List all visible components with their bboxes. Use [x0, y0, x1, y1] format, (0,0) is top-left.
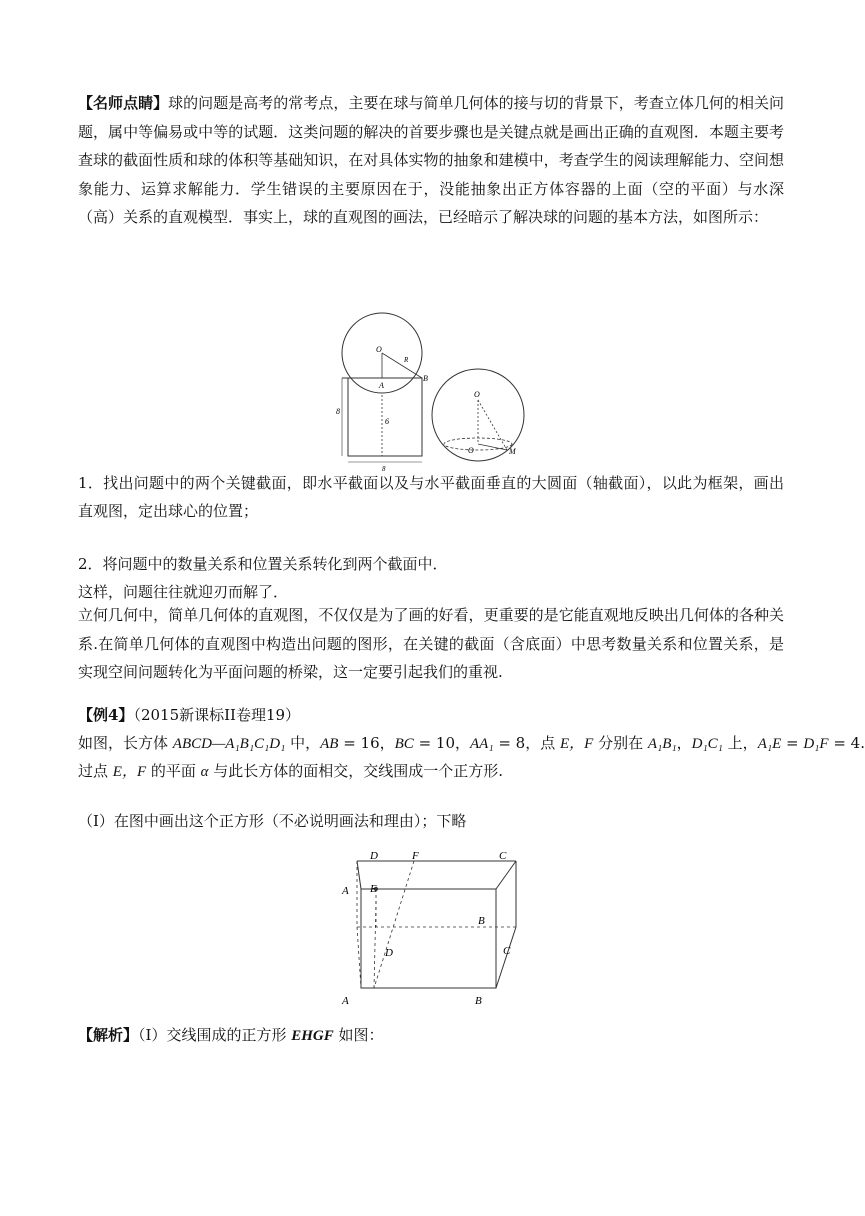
- example-line-2: [78, 759, 503, 784]
- fig2-label-C1: C: [499, 850, 507, 862]
- conclusion: 这样，问题往往就迎刃而解了．: [78, 583, 289, 601]
- fig1-label-R: R: [404, 356, 409, 364]
- points-ef: E，F: [559, 736, 594, 752]
- text-seg: 中，: [285, 734, 321, 752]
- figure-cuboid: [336, 842, 526, 1008]
- text-seg: 过点: [78, 762, 113, 780]
- points-ef: E，F: [112, 764, 147, 780]
- fig1-label-height-6: 6: [385, 417, 389, 426]
- text-seg: 如图，长方体: [78, 734, 173, 752]
- solution-line: [78, 1023, 384, 1048]
- text-seg: 的平面: [146, 762, 201, 780]
- segment-bc: BC: [394, 736, 414, 752]
- fig2-label-B: B: [475, 995, 482, 1007]
- fig2-label-D: D: [385, 947, 393, 959]
- paragraph-2: 立何几何中，简单几何体的直观图，不仅仅是为了画的好看，更重要的是它能直观地反映出几何体的各种关系.在简单几何体的直观图中构造出问题的图形，在关键的截面（含底面）中思考数量关系和位置关系，是实现空间问题转化为平面问题的桥梁，这一定要引起我们的重视.: [78, 606, 784, 681]
- text-seg: = 16，: [338, 734, 395, 752]
- fig2-label-D1: D: [370, 850, 378, 862]
- text-seg: = 8，点: [493, 734, 560, 752]
- fig2-label-F: F: [412, 850, 419, 862]
- fig1-label-O: O: [376, 345, 382, 354]
- fig1-label-A: A: [379, 381, 384, 390]
- example-line-1: [78, 731, 865, 756]
- fig2-label-C: C: [503, 945, 511, 957]
- fig1-label-M: M: [509, 447, 516, 456]
- segment-d1c1: D₁C₁: [691, 736, 723, 752]
- example-part-1: （I）在图中画出这个正方形（不必说明画法和理由）；下略: [78, 812, 467, 830]
- solution-label: 【解析】: [78, 1026, 139, 1044]
- plane-alpha: α: [200, 764, 209, 780]
- text-seg: 与此长方体的面相交，交线围成一个正方形.: [208, 762, 504, 780]
- square-name: EHGF: [291, 1028, 334, 1044]
- cuboid-name: ABCD—A₁B₁C₁D₁: [172, 736, 286, 752]
- text-seg: =: [781, 734, 804, 752]
- segment-d1f: D₁F: [803, 736, 829, 752]
- text-seg: = 10，: [413, 734, 470, 752]
- fig1-label-width-8: 8: [382, 465, 386, 473]
- text-seg: = 4.: [828, 734, 865, 752]
- fig2-label-B1: B: [478, 915, 485, 927]
- step-2: 2．将问题中的数量关系和位置关系转化到两个截面中．: [78, 555, 448, 573]
- example-source: （2015新课标II卷理19）: [133, 706, 301, 724]
- text-seg: 上，: [722, 734, 758, 752]
- segment-ab: AB: [320, 736, 339, 752]
- segment-a1b1: A₁B₁: [647, 736, 677, 752]
- text-seg: 分别在: [593, 734, 648, 752]
- step-1-line1: 1．找出问题中的两个关键截面，即水平截面以及与水平截面垂直的大圆面（轴截面），以此为框架，画出直观图，定出球心的位置；: [78, 474, 784, 520]
- text-seg: ，: [676, 734, 692, 752]
- text-seg: （Ⅰ）交线围成的正方形: [138, 1026, 292, 1044]
- fig2-label-A1: A: [342, 885, 349, 897]
- fig1-label-height-8: 8: [336, 407, 340, 416]
- fig1-label-B: B: [423, 374, 428, 383]
- fig2-label-E: E: [370, 883, 377, 895]
- text-seg: 如图：: [333, 1026, 384, 1044]
- segment-a1e: A₁E: [757, 736, 782, 752]
- fig1-label-O-sphere: O: [474, 390, 480, 399]
- example-heading: [78, 703, 300, 727]
- figure-sphere-cube: [330, 310, 550, 473]
- teacher-note-paragraph: [78, 89, 784, 232]
- fig1-label-O1: O: [468, 446, 474, 455]
- teacher-note-text: 球的问题是高考的常考点，主要在球与简单几何体的接与切的背景下，考查立体几何的相关问题，属中等偏易或中等的试题．这类问题的解决的首要步骤也是关键点就是画出正确的直观图．本题主要考查球的截面性质和球的体积等基础知识，在对具体实物的抽象和建模中，考查学生的阅读理解能力、空间想象能力、运算求解能力．学生错误的主要原因在于，没能抽象出正方体容器的上面（空的平面）与水深（高）关系的直观模型．事实上，球的直观图的画法，已经暗示了解决球的问题的基本方法，如图所示：: [78, 94, 784, 226]
- teacher-note-label: 【名师点睛】: [78, 94, 169, 112]
- fig2-label-A: A: [342, 995, 349, 1007]
- segment-aa1: AA₁: [470, 736, 494, 752]
- example-label: 【例4】: [78, 706, 134, 724]
